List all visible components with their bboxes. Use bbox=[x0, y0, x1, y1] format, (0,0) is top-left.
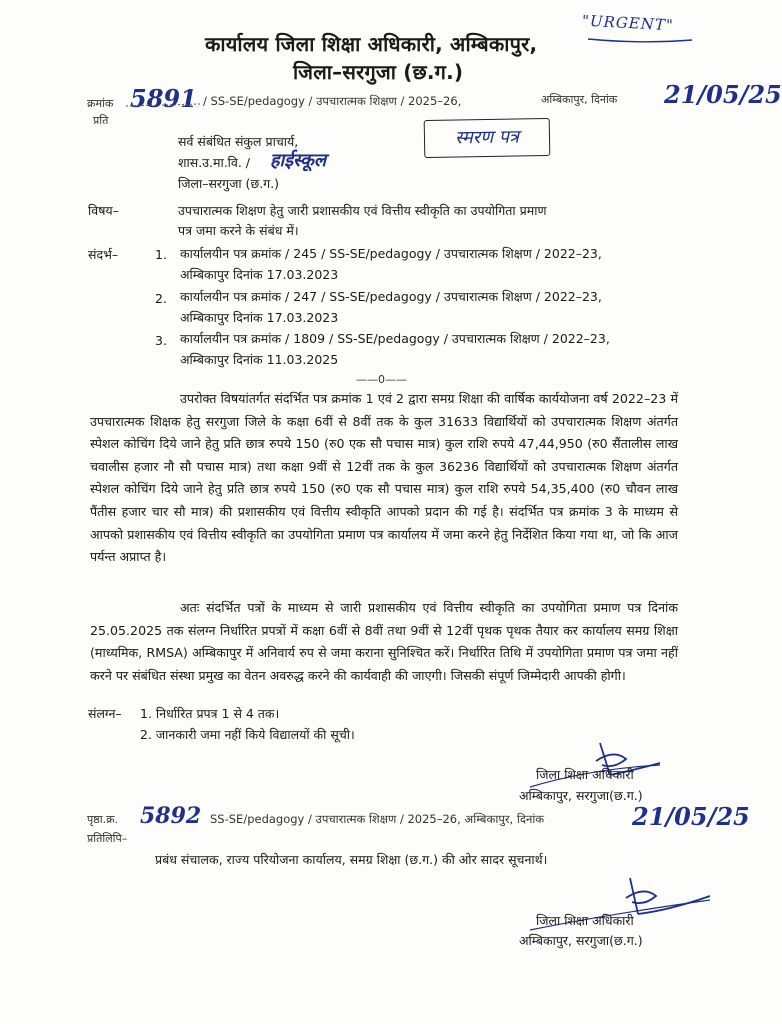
addressee-line3: जिला–सरगुजा (छ.ग.) bbox=[178, 176, 280, 191]
signature-2-mark bbox=[520, 870, 720, 940]
urgent-underline bbox=[586, 36, 696, 44]
signature-1-mark bbox=[510, 735, 670, 795]
reference-2-number: 2. bbox=[155, 291, 167, 306]
divider: ——0—— bbox=[356, 373, 407, 386]
enclosure-item-2: 2. जानकारी जमा नहीं किये विद्यालयों की सूची। bbox=[140, 727, 355, 742]
ref-code: / SS-SE/pedagogy / उपचारात्मक शिक्षण / 2025–26, bbox=[203, 94, 462, 108]
subject-line2: पत्र जमा करने के संबंध में। bbox=[178, 223, 299, 238]
reference-1-number: 1. bbox=[155, 247, 167, 262]
signature-1-title: जिला शिक्षा अधिकारी bbox=[536, 767, 634, 782]
office-heading: कार्यालय जिला शिक्षा अधिकारी, अम्बिकापुर, bbox=[205, 32, 538, 56]
paragraph-1-text: उपरोक्त विषयांतर्गत संदर्भित पत्र क्रमांक 1 एवं 2 द्वारा समग्र शिक्षा की वार्षिक कार्ययोजना वर्ष 2022–23 में उपचारात्मक शिक्षक हेतु सरगुजा जिले के कक्षा 6वीं से 8वीं तक के कुल 31633 विद्यार्थियों को उपचारात्मक शिक्षण अंतर्गत स्पेशल कोचिंग दिये जाने हेतु प्रति छात्र रुपये 150 (रु0 एक सौ पचास मात्र) कुल राशि रुपये 47,44,950 (रु0 सैंतालीस लाख चवालीस हजार नौ सौ पचास मात्र) तथा कक्षा 9वीं से 12वीं तक के कुल 36236 विद्यार्थियों को उपचारात्मक शिक्षण अंतर्गत स्पेशल कोचिंग दिये जाने हेतु प्रति छात्र रुपये 150 (रु0 एक सौ पचास मात्र) कुल राशि रुपये 54,35,400 (रु0 चौवन लाख पैंतीस हजार चार सौ मात्र) की प्रशासकीय एवं वित्तीय स्वीकृति आपको प्रदान की गई है। संदर्भित पत्र क्रमांक 3 के माध्यम से आपको प्रशासकीय एवं वित्तीय स्वीकृति का उपयोगिता प्रमाण पत्र कार्यालय में जमा करने हेतु निर्देशित किया गया था, जो कि आज पर्यन्त अप्राप्त है। bbox=[90, 391, 678, 565]
endorsement-label: पृष्ठा.क्र. bbox=[87, 813, 119, 826]
addressee-line1: सर्व संबंधित संकुल प्राचार्य, bbox=[178, 134, 299, 149]
paragraph-2 bbox=[90, 597, 678, 687]
ref-number-underline bbox=[124, 100, 204, 110]
reference-1-line1: कार्यालयीन पत्र क्रमांक / 245 / SS-SE/pedagogy / उपचारात्मक शिक्षण / 2022–23, bbox=[180, 246, 602, 261]
references-label: संदर्भ– bbox=[88, 247, 119, 262]
addressee-line2: शास.उ.मा.वि. / bbox=[178, 155, 251, 170]
urgent-stamp: "URGENT" bbox=[581, 11, 675, 35]
reference-2-line1: कार्यालयीन पत्र क्रमांक / 247 / SS-SE/pedagogy / उपचारात्मक शिक्षण / 2022–23, bbox=[180, 289, 602, 304]
enclosure-label: संलग्न– bbox=[88, 706, 122, 721]
copy-label: प्रतिलिपि– bbox=[87, 832, 128, 845]
district-heading: जिला–सरगुजा (छ.ग.) bbox=[293, 60, 464, 84]
enclosure-item-1: 1. निर्धारित प्रपत्र 1 से 4 तक। bbox=[140, 706, 280, 721]
copy-text: प्रबंध संचालक, राज्य परियोजना कार्यालय, समग्र शिक्षा (छ.ग.) की ओर सादर सूचनार्थ। bbox=[155, 852, 548, 867]
prati-label: प्रति bbox=[93, 114, 109, 127]
paragraph-1 bbox=[90, 388, 678, 569]
place-date-label: अम्बिकापुर, दिनांक bbox=[541, 93, 618, 106]
reference-1-line2: अम्बिकापुर दिनांक 17.03.2023 bbox=[180, 267, 339, 282]
signature-2-title: जिला शिक्षा अधिकारी bbox=[536, 913, 634, 928]
signature-1-place: अम्बिकापुर, सरगुजा(छ.ग.) bbox=[519, 788, 643, 803]
reference-3-line2: अम्बिकापुर दिनांक 11.03.2025 bbox=[180, 352, 339, 367]
reference-3-line1: कार्यालयीन पत्र क्रमांक / 1809 / SS-SE/pedagogy / उपचारात्मक शिक्षण / 2022–23, bbox=[180, 331, 610, 346]
reference-2-line2: अम्बिकापुर दिनांक 17.03.2023 bbox=[180, 310, 339, 325]
endorsement-date: 21/05/25 bbox=[632, 802, 750, 831]
subject-line1: उपचारात्मक शिक्षण हेतु जारी प्रशासकीय एवं वित्तीय स्वीकृति का उपयोगिता प्रमाण bbox=[178, 203, 547, 218]
endorsement-number: 5892 bbox=[140, 803, 202, 829]
reminder-stamp: स्मरण पत्र bbox=[424, 118, 551, 158]
ref-number: 5891 bbox=[130, 84, 197, 113]
signature-2-place: अम्बिकापुर, सरगुजा(छ.ग.) bbox=[519, 933, 643, 948]
endorsement-ref-code: SS-SE/pedagogy / उपचारात्मक शिक्षण / 2025–26, अम्बिकापुर, दिनांक bbox=[210, 812, 545, 826]
subject-label: विषय– bbox=[88, 203, 119, 218]
reference-3-number: 3. bbox=[155, 333, 167, 348]
addressee-handwritten: हाईस्कूल bbox=[270, 150, 327, 171]
ref-label: क्रमांक bbox=[87, 97, 114, 110]
ref-date: 21/05/25 bbox=[664, 80, 782, 109]
paragraph-2-text: अतः संदर्भित पत्रों के माध्यम से जारी प्रशासकीय एवं वित्तीय स्वीकृति का उपयोगिता प्रमाण पत्र दिनांक 25.05.2025 तक संलग्न निर्धारित प्रपत्रों में कक्षा 6वीं से 8वीं तथा 9वीं से 12वीं पृथक पृथक तैयार कर कार्यालय समग्र शिक्षा (माध्यमिक, RMSA) अम्बिकापुर में अनिवार्य रुप से जमा कराना सुनिश्चित करें। निर्धारित तिथि में उपयोगिता प्रमाण पत्र जमा नहीं करने पर संबंधित संस्था प्रमुख का वेतन अवरुद्ध करने की कार्यवाही की जाएगी। जिसकी संपूर्ण जिम्मेदारी आपकी होगी। bbox=[90, 600, 678, 683]
